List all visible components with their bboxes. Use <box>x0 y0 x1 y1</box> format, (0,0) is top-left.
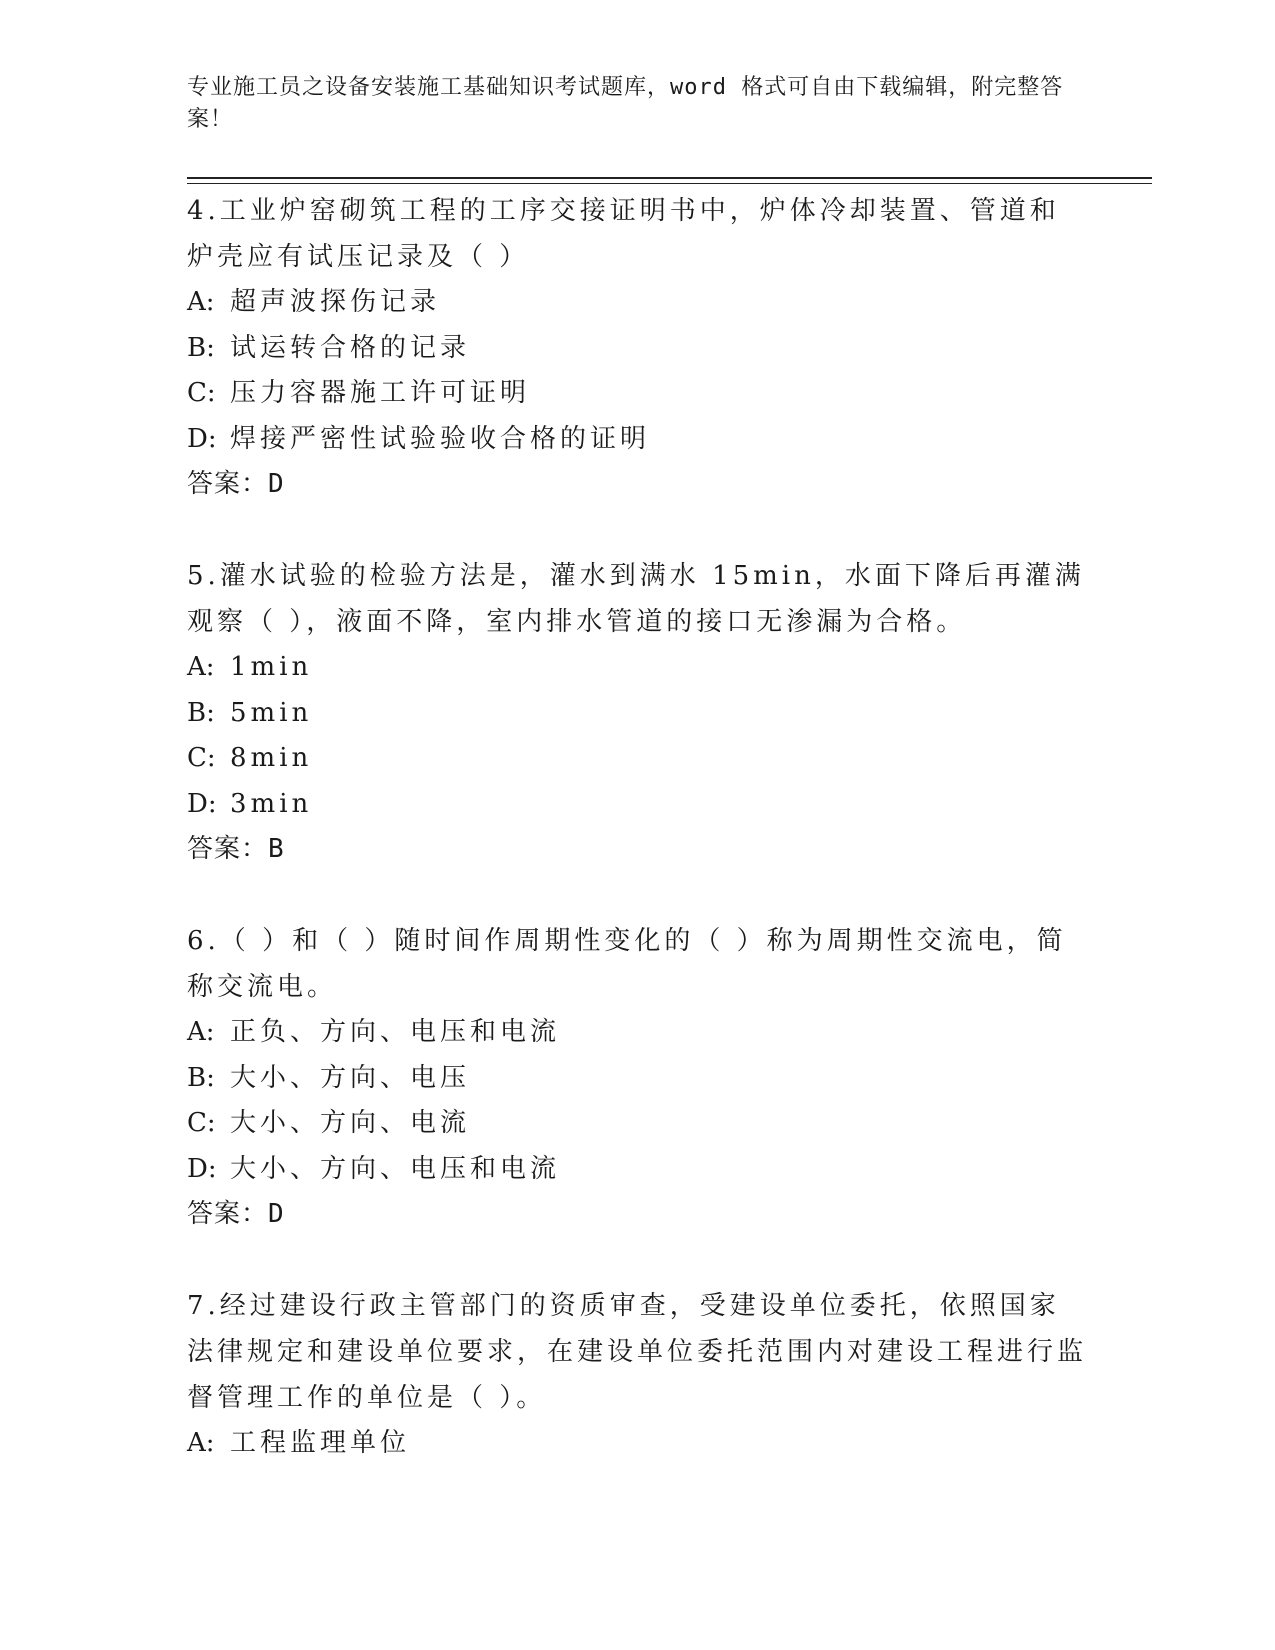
option-b <box>187 326 1087 372</box>
question-text: 7.经过建设行政主管部门的资质审查，受建设单位委托，依照国家法律规定和建设单位要求，在建设单位委托范围内对建设工程进行监督管理工作的单位是（ ）。 <box>187 1291 1088 1413</box>
header-divider-thin <box>187 183 1152 184</box>
option-text: 试运转合格的记录 <box>230 332 471 363</box>
option-d <box>187 417 1087 463</box>
option-letter: D: <box>187 423 217 454</box>
option-a <box>187 1010 1087 1056</box>
option-letter: C: <box>187 743 216 773</box>
option-a <box>187 645 1087 691</box>
option-letter: A: <box>187 1428 215 1458</box>
option-letter: D: <box>187 788 217 819</box>
question-5 <box>187 553 1087 872</box>
option-letter: A: <box>187 287 215 317</box>
option-d <box>187 1147 1087 1193</box>
option-letter: C: <box>187 1108 216 1138</box>
answer-line: 答案：D <box>187 469 285 499</box>
answer-line: 答案：D <box>187 1199 285 1229</box>
option-text: 大小、方向、电压 <box>230 1062 471 1093</box>
document-header: 专业施工员之设备安装施工基础知识考试题库，word 格式可自由下载编辑，附完整答案！ <box>187 75 1064 132</box>
answer-line: 答案：B <box>187 834 285 864</box>
question-text: 4.工业炉窑砌筑工程的工序交接证明书中，炉体冷却装置、管道和炉壳应有试压记录及（ ） <box>187 196 1060 272</box>
option-text: 5min <box>230 697 313 728</box>
option-letter: C: <box>187 378 216 408</box>
option-letter: A: <box>187 1017 215 1047</box>
option-text: 超声波探伤记录 <box>230 287 441 317</box>
option-letter: A: <box>187 652 215 682</box>
option-b <box>187 1056 1087 1102</box>
option-text: 1min <box>230 652 313 682</box>
option-a <box>187 280 1087 326</box>
option-c <box>187 1101 1087 1147</box>
option-letter: B: <box>187 332 215 363</box>
option-text: 8min <box>230 743 313 773</box>
question-7 <box>187 1283 1087 1467</box>
option-text: 焊接严密性试验验收合格的证明 <box>230 423 651 454</box>
option-letter: B: <box>187 697 215 728</box>
option-c <box>187 371 1087 417</box>
option-text: 正负、方向、电压和电流 <box>230 1017 561 1047</box>
question-text: 5.灌水试验的检验方法是，灌水到满水 15min，水面下降后再灌满观察（ ），液面不降，室内排水管道的接口无渗漏为合格。 <box>187 561 1085 637</box>
question-6 <box>187 918 1087 1237</box>
option-d <box>187 782 1087 828</box>
option-text: 大小、方向、电流 <box>230 1108 471 1138</box>
option-a <box>187 1421 1087 1467</box>
header-divider <box>187 177 1152 179</box>
option-letter: B: <box>187 1062 215 1093</box>
option-c <box>187 736 1087 782</box>
question-list <box>187 188 1087 1513</box>
option-text: 压力容器施工许可证明 <box>230 378 531 408</box>
option-b <box>187 691 1087 737</box>
question-4 <box>187 188 1087 507</box>
option-text: 工程监理单位 <box>230 1428 411 1458</box>
option-text: 大小、方向、电压和电流 <box>230 1153 561 1184</box>
question-text: 6.（ ）和（ ）随时间作周期性变化的（ ）称为周期性交流电，简称交流电。 <box>187 926 1067 1002</box>
option-text: 3min <box>230 788 313 819</box>
option-letter: D: <box>187 1153 217 1184</box>
